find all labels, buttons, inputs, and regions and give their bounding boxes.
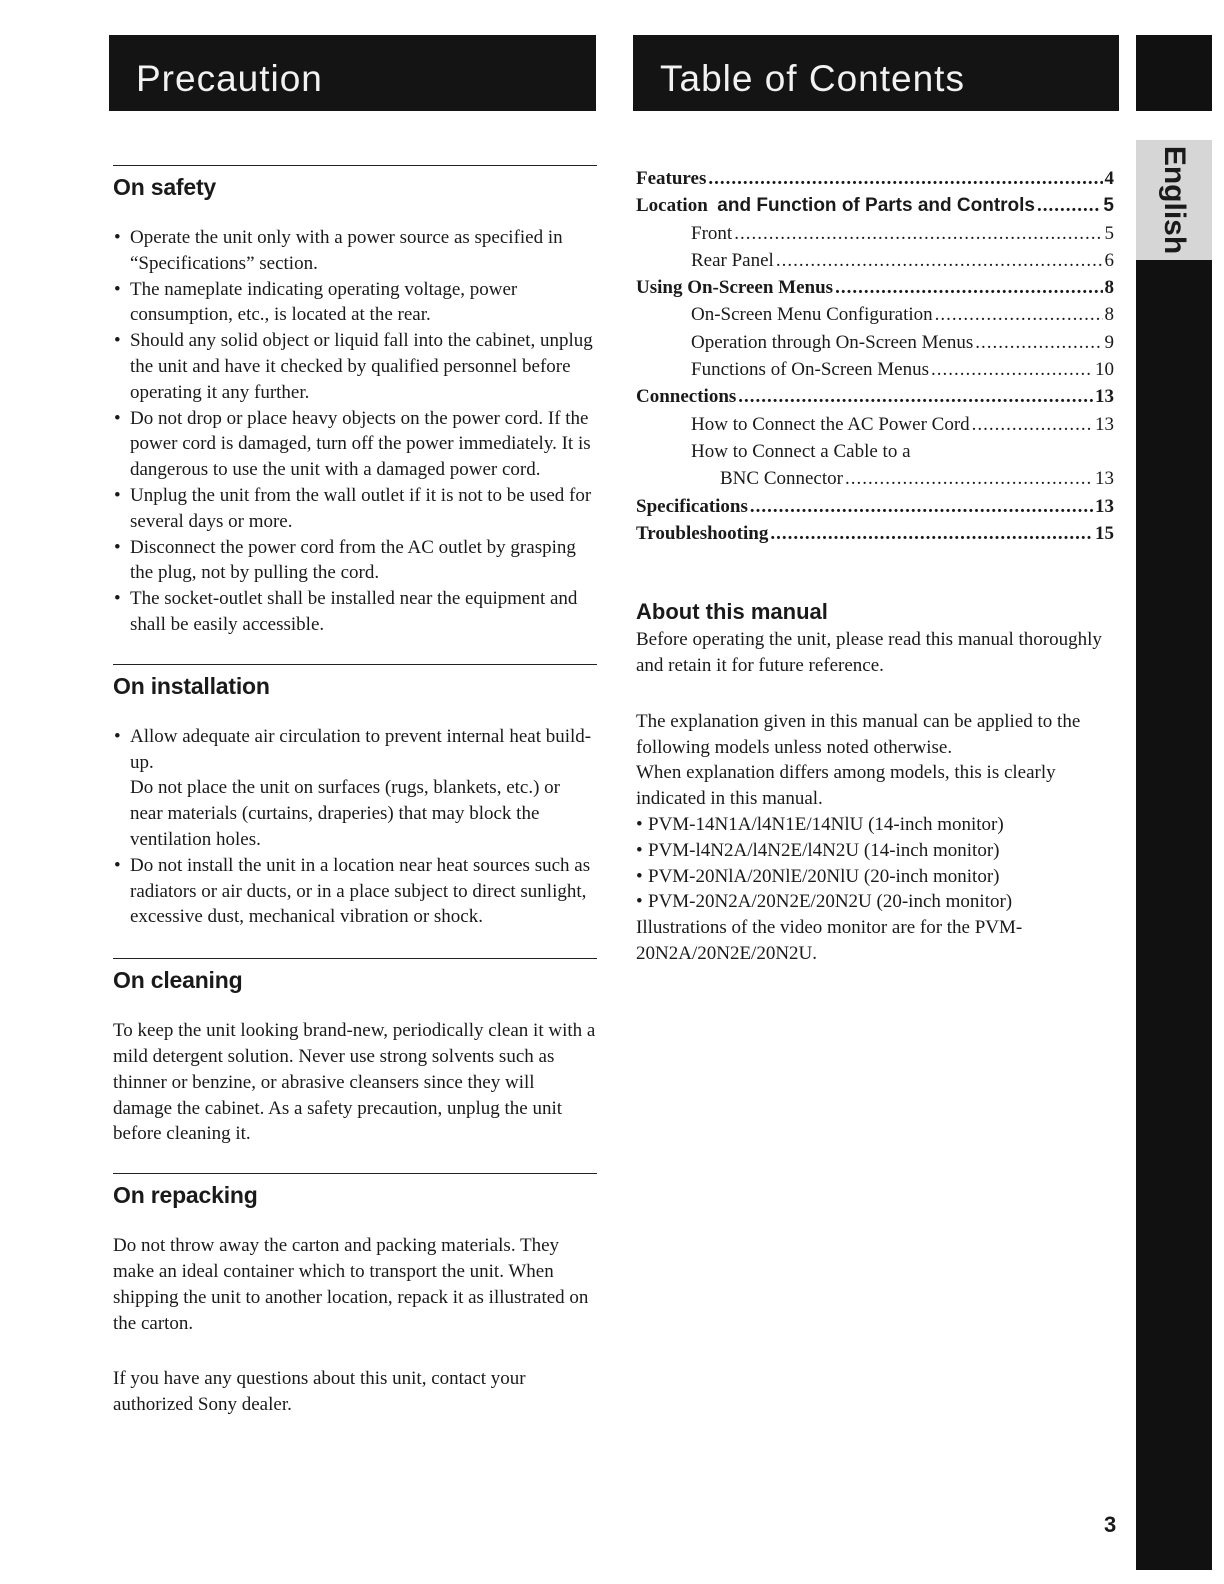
safety-heading: On safety [113,174,217,200]
side-bar-top [1136,35,1212,111]
toc-banner [633,35,1119,111]
toc-entry-title: BNC Connector [720,468,843,490]
toc-entry-title: How to Connect the AC Power Cord [691,413,970,435]
list-item: • Do not drop or place heavy objects on the power cord. If the power cord is damaged, turn off the power immediately. It is dangerous to use the unit with a damaged power cord. [113,406,597,483]
cleaning-section [113,958,597,1147]
toc-entry-title: Using On-Screen Menus [636,277,834,299]
toc-entry-page: 10 [1095,359,1114,381]
dealer-text: If you have any questions about this unit, contact your authorized Sony dealer. [113,1368,526,1416]
toc-leader [734,220,1102,247]
toc-column [636,165,1114,967]
list-item: • Should any solid object or liquid fall into the cabinet, unplug the unit and have it checked by qualified personnel before operating it any further. [113,328,597,405]
toc-entry-title: Rear Panel [691,249,774,271]
toc-entry-features[interactable] [636,165,1114,192]
list-item: • The nameplate indicating operating voltage, power consumption, etc., is located at the rear. [113,277,597,329]
toc-leader [770,520,1093,547]
toc-entry-page: 13 [1095,468,1114,490]
toc-entry-menu-configuration[interactable] [636,301,1114,328]
toc-entry-title: How to Connect a Cable to a [691,440,911,462]
toc-entry-title-part: Location [636,195,708,217]
toc-entry-page: 6 [1104,249,1114,271]
toc-entry-page: 13 [1095,386,1114,408]
toc-entry-menu-operation[interactable] [636,329,1114,356]
toc-entry-ac-power-cord[interactable] [636,411,1114,438]
toc-leader [708,165,1102,192]
models-note: When explanation differs among models, this is clearly indicated in this manual. [636,762,1056,810]
toc-entry-page: 9 [1104,331,1114,353]
toc-entry-menus[interactable] [636,274,1114,301]
list-item: • The socket-outlet shall be installed near the equipment and shall be easily accessible. [113,586,597,638]
toc-entry-page: 4 [1104,168,1114,189]
models-intro: The explanation given in this manual can be applied to the following models unless noted otherwise. [636,710,1081,758]
toc-leader [931,356,1093,383]
language-tab-label: English [1158,145,1191,255]
toc-leader [972,411,1093,438]
about-manual-section [636,599,1114,967]
toc-leader [1037,192,1101,219]
toc-leader [845,465,1093,492]
toc-entry-page: 13 [1095,413,1114,435]
list-item: • PVM-20NlA/20NlE/20NlU (20-inch monitor) [636,864,1114,890]
list-item: • Do not install the unit in a location near heat sources such as radiators or air ducts, or in a place subject to direct sunlight, excessive dust, mechanical vibration or shock. [113,853,597,930]
list-item: • Unplug the unit from the wall outlet if it is not to be used for several days or more. [113,483,597,535]
toc-entry-title: Troubleshooting [636,522,769,544]
about-heading: About this manual [636,599,828,625]
toc-entry-title: Operation through On-Screen Menus [691,331,974,353]
toc-leader [738,383,1093,410]
toc-entry-title: On-Screen Menu Configuration [691,304,933,326]
toc-leader [750,493,1093,520]
list-item: • Disconnect the power cord from the AC outlet by grasping the plug, not by pulling the cord. [113,535,597,587]
list-item [113,724,597,853]
repacking-heading: On repacking [113,1182,258,1209]
toc-entry-page: 13 [1095,495,1114,517]
toc-leader [776,247,1103,274]
language-tab [1136,140,1212,260]
toc-entry-page: 15 [1095,522,1114,544]
illustrations-note: Illustrations of the video monitor are for the PVM-20N2A/20N2E/20N2U. [636,917,1023,964]
precaution-title: Precaution [136,58,323,99]
toc-entry-rear-panel[interactable] [636,247,1114,274]
toc-leader [935,301,1103,328]
page-number: 3 [1104,1512,1117,1537]
models-list [636,812,1114,915]
toc-entry-title: Specifications [636,495,748,517]
toc-entry-connections[interactable] [636,383,1114,410]
toc-entry-title: Functions of On-Screen Menus [691,359,929,381]
repacking-text: Do not throw away the carton and packing materials. They make an ideal container which to transport the unit. When shipping the unit to another location, repack it as illustrated on the carton. [113,1235,589,1334]
toc-entry-page: 8 [1104,304,1114,326]
list-item: • PVM-20N2A/20N2E/20N2U (20-inch monitor) [636,889,1114,915]
toc-entry-menu-functions[interactable] [636,356,1114,383]
toc-leader [975,329,1102,356]
precaution-column [113,165,597,1418]
toc-entry-page: 5 [1104,222,1114,244]
toc-title: Table of Contents [660,58,965,99]
repacking-section [113,1173,597,1418]
toc-entry-title-part: and Function of Parts and Controls [717,195,1036,217]
side-bar [1136,140,1212,1570]
toc-entry-bnc-connector[interactable] [636,465,1114,492]
installation-list [113,724,597,930]
list-item: • Operate the unit only with a power source as specified in “Specifications” section. [113,225,597,277]
toc-list [636,165,1114,547]
installation-item-1a: • Allow adequate air circulation to prevent internal heat build-up. [130,725,592,773]
cleaning-heading: On cleaning [113,967,243,994]
toc-entry-location[interactable] [636,192,1114,219]
toc-entry-cable-line1[interactable] [636,438,1114,465]
toc-entry-title: Front [691,222,733,244]
installation-item-1b: Do not place the unit on surfaces (rugs, blankets, etc.) or near materials (curtains, draperies) that may block the ventilation holes. [130,777,561,850]
list-item: • PVM-14N1A/l4N1E/14NlU (14-inch monitor) [636,812,1114,838]
toc-entry-title: Connections [636,386,737,408]
toc-entry-troubleshooting[interactable] [636,520,1114,547]
about-text: Before operating the unit, please read this manual thoroughly and retain it for future reference. [636,629,1102,676]
list-item: • PVM-l4N2A/l4N2E/l4N2U (14-inch monitor) [636,838,1114,864]
safety-list [113,225,597,638]
toc-entry-specifications[interactable] [636,493,1114,520]
installation-heading: On installation [113,672,270,699]
cleaning-text: To keep the unit looking brand-new, periodically clean it with a mild detergent solution. Never use strong solvents such as thinner or benzine, or abrasive cleansers since they will damage the cabinet. As a safety precaution, unplug the unit before cleaning it. [113,1020,596,1145]
toc-entry-title [636,192,1035,219]
toc-entry-title: Features [636,168,707,189]
precaution-banner [109,35,596,111]
toc-leader [835,274,1102,301]
installation-section [113,664,597,930]
toc-entry-page: 8 [1104,277,1114,299]
toc-entry-page: 5 [1103,195,1114,217]
safety-section [113,165,597,638]
toc-entry-front[interactable] [636,220,1114,247]
